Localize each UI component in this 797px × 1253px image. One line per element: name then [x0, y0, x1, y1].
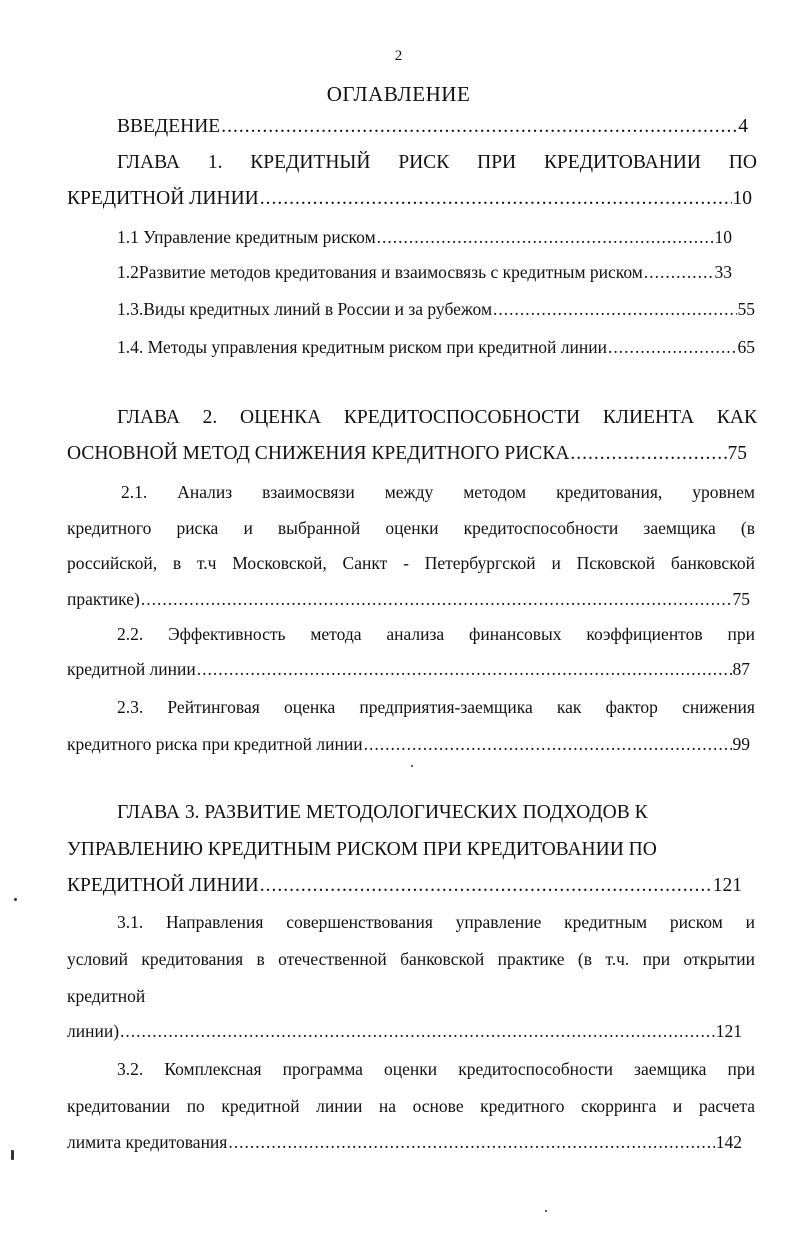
word: Рейтинговая [167, 697, 260, 717]
toc-entry-label: линии) [67, 1021, 120, 1041]
toc-entry-label: 1.3.Виды кредитных линий в России и за рубежом [117, 299, 493, 319]
word: снижения [682, 697, 755, 717]
toc-page-number: 75 [727, 443, 747, 464]
word: КРЕДИТНЫЙ [250, 152, 371, 173]
leader-dots [221, 114, 737, 140]
word: выбранной [277, 518, 361, 538]
word: на [378, 1096, 397, 1116]
toc-chapter-3-line1[interactable]: ГЛАВА 3. РАЗВИТИЕ МЕТОДОЛОГИЧЕСКИХ ПОДХОДОВ К [117, 802, 648, 823]
word: программа [282, 1059, 363, 1079]
word: т.ч [196, 553, 217, 573]
word: риска [176, 518, 219, 538]
scan-speck [11, 1150, 14, 1160]
toc-page-number: 142 [715, 1132, 742, 1152]
leader-dots [120, 1018, 715, 1044]
word: Направления [166, 912, 264, 932]
word: т.ч. [605, 949, 630, 969]
toc-section-3-1-line2[interactable] [67, 946, 755, 972]
toc-page-number: 55 [737, 299, 755, 319]
word: ОЦЕНКА [239, 407, 322, 428]
word: и [672, 1096, 683, 1116]
word: (в [740, 518, 755, 538]
word: банковской [670, 553, 755, 573]
leader-dots [260, 873, 712, 899]
word: и [745, 912, 755, 932]
toc-page-number: 99 [732, 734, 750, 754]
toc-entry-label: КРЕДИТНОЙ ЛИНИИ [67, 875, 259, 896]
word: ГЛАВА [117, 152, 180, 173]
scan-speck [545, 1210, 547, 1212]
word: линии [316, 1096, 363, 1116]
toc-page-number: 87 [732, 659, 750, 679]
toc-page-number: 121 [715, 1021, 742, 1041]
toc-entry-label: ОСНОВНОЙ МЕТОД СНИЖЕНИЯ КРЕДИТНОГО РИСКА [67, 443, 570, 464]
word: 3.2. [117, 1059, 144, 1079]
word: ГЛАВА [117, 407, 180, 428]
word: Псковской [576, 553, 656, 573]
toc-page-number: 75 [732, 589, 750, 609]
toc-page-number: 10 [714, 227, 732, 247]
word: кредитоспособности [463, 518, 619, 538]
word: РИСК [398, 152, 450, 173]
toc-section-3-2-line1[interactable] [117, 1056, 755, 1082]
word: (в [577, 949, 593, 969]
word: методом [463, 482, 527, 502]
leader-dots [377, 224, 714, 250]
word: Эффективность [168, 624, 286, 644]
toc-page-number: 10 [732, 188, 752, 209]
toc-page-number: 33 [714, 262, 732, 282]
word: по [186, 1096, 205, 1116]
toc-entry-label: практике) [67, 589, 140, 609]
word: управление [455, 912, 542, 932]
word: оценки [385, 518, 439, 538]
word: кредитной [221, 1096, 300, 1116]
word: метода [310, 624, 362, 644]
toc-section-2-1-line4[interactable] [67, 586, 750, 612]
leader-dots [608, 334, 737, 360]
word: между [384, 482, 434, 502]
toc-entry-label: 1.4. Методы управления кредитным риском при кредитной линии [117, 337, 607, 357]
word: при [727, 624, 755, 644]
word: кредитного [480, 1096, 565, 1116]
toc-page-number: 4 [738, 116, 748, 137]
toc-section-1-3[interactable] [117, 296, 755, 322]
word: уровнем [692, 482, 755, 502]
word: КРЕДИТОСПОСОБНОСТИ [343, 407, 581, 428]
word: ПРИ [477, 152, 517, 173]
word: и [551, 553, 561, 573]
word: при [642, 949, 671, 969]
toc-entry-label: 1.2Развитие методов кредитования и взаимосвязь с кредитным риском [117, 262, 643, 282]
word: открытии [683, 949, 755, 969]
toc-section-2-1-line2[interactable] [67, 515, 755, 541]
word: финансовых [469, 624, 562, 644]
word: фактор [605, 697, 658, 717]
leader-dots [228, 1129, 714, 1155]
word: Петербургской [424, 553, 536, 573]
toc-chapter-3-line3[interactable] [67, 873, 742, 899]
toc-entry-label: 1.1 Управление кредитным риском [117, 227, 376, 247]
word: 2.1. [121, 482, 148, 502]
word: ПО [728, 152, 757, 173]
word: кредитования, [556, 482, 663, 502]
word: оценки [384, 1059, 438, 1079]
word: КРЕДИТОВАНИИ [543, 152, 701, 173]
word: предприятия-заемщика [359, 697, 533, 717]
toc-section-2-2-line2[interactable] [67, 656, 750, 682]
word: кредитного [67, 518, 152, 538]
toc-section-2-3-line1[interactable] [117, 694, 755, 720]
leader-dots [570, 441, 726, 467]
word: совершенствования [286, 912, 433, 932]
leader-dots [141, 586, 732, 612]
toc-section-2-1-line3[interactable] [67, 550, 755, 576]
word: банковской [400, 949, 485, 969]
toc-section-1-1[interactable] [117, 224, 732, 250]
word: заемщика [634, 1059, 707, 1079]
word: 3.1. [117, 912, 144, 932]
word: риском [669, 912, 723, 932]
toc-chapter-2-line2[interactable] [67, 441, 747, 467]
leader-dots [260, 186, 732, 212]
word: российской, [67, 553, 158, 573]
word: - [403, 553, 409, 573]
scan-speck [411, 765, 413, 767]
word: 2.3. [117, 697, 144, 717]
toc-entry-label: лимита кредитования [67, 1132, 228, 1152]
word: практике [497, 949, 565, 969]
word: оценка [283, 697, 336, 717]
word: КЛИЕНТА [602, 407, 695, 428]
toc-section-3-2-line2[interactable] [67, 1093, 755, 1119]
page-title: ОГЛАВЛЕНИЕ [326, 82, 471, 106]
word: Анализ [177, 482, 233, 502]
toc-chapter-1-line2[interactable] [67, 186, 752, 212]
word: расчета [698, 1096, 755, 1116]
toc-section-1-2[interactable] [117, 259, 732, 285]
word: основе [412, 1096, 464, 1116]
word: коэффициентов [586, 624, 703, 644]
toc-chapter-1-line1[interactable] [117, 150, 757, 176]
scan-speck [14, 898, 17, 901]
word: кредитовании [67, 1096, 171, 1116]
word: отечественной [278, 949, 387, 969]
toc-entry-label: КРЕДИТНОЙ ЛИНИИ [67, 188, 259, 209]
toc-section-3-1-line1[interactable] [117, 909, 755, 935]
word: взаимосвязи [262, 482, 355, 502]
leader-dots [644, 259, 714, 285]
word: и [243, 518, 253, 538]
toc-section-2-3-line2[interactable] [67, 731, 750, 757]
toc-entry-intro[interactable] [117, 114, 748, 140]
toc-section-3-2-line3[interactable] [67, 1129, 742, 1155]
word: как [556, 697, 582, 717]
toc-page-number: 65 [737, 337, 755, 357]
word: Комплексная [164, 1059, 262, 1079]
leader-dots [364, 731, 732, 757]
word: 1. [207, 152, 223, 173]
page-number: 2 [394, 48, 403, 64]
word: заемщика [643, 518, 716, 538]
leader-dots [493, 296, 736, 322]
toc-section-2-1-line1[interactable] [121, 479, 755, 505]
word: в [172, 553, 182, 573]
word: при [727, 1059, 755, 1079]
toc-chapter-3-line2[interactable]: УПРАВЛЕНИЮ КРЕДИТНЫМ РИСКОМ ПРИ КРЕДИТОВАНИИ ПО [67, 839, 657, 860]
word: условий [67, 949, 128, 969]
word: кредитным [564, 912, 648, 932]
word: скорринга [581, 1096, 657, 1116]
word: 2.2. [117, 624, 144, 644]
toc-section-3-1-line3[interactable]: кредитной [67, 986, 146, 1006]
word: в [256, 949, 265, 969]
word: Московской, [232, 553, 327, 573]
word: анализа [386, 624, 445, 644]
toc-entry-label: ВВЕДЕНИЕ [117, 116, 221, 137]
word: КАК [716, 407, 757, 428]
toc-section-2-2-line1[interactable] [117, 621, 755, 647]
word: Санкт [342, 553, 388, 573]
toc-section-1-4[interactable] [117, 334, 755, 360]
leader-dots [197, 656, 732, 682]
toc-page-number: 121 [712, 875, 742, 896]
toc-entry-label: кредитной линии [67, 659, 196, 679]
toc-section-3-1-line4[interactable] [67, 1018, 742, 1044]
word: кредитования [141, 949, 244, 969]
toc-entry-label: кредитного риска при кредитной линии [67, 734, 363, 754]
toc-chapter-2-line1[interactable] [117, 405, 757, 431]
word: 2. [202, 407, 218, 428]
word: кредитоспособности [458, 1059, 613, 1079]
